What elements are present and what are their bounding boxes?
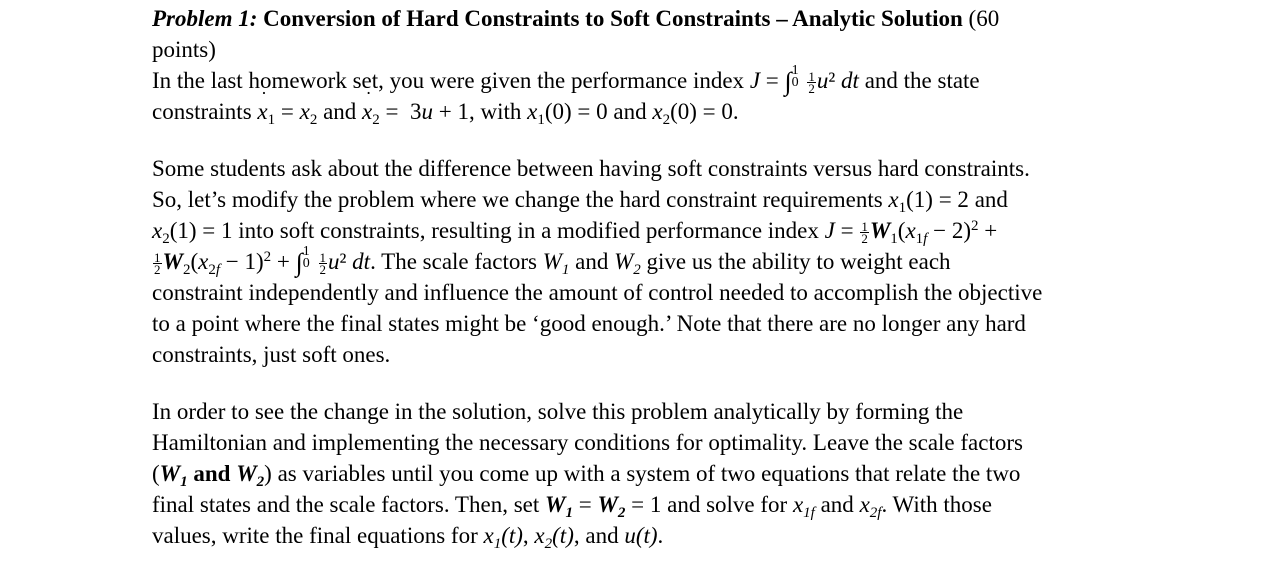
instructions-text: ) as variables until you come up with a system of two equations that relate the two [264,461,1021,486]
scale-factor-assignment: $W_1$ [545,492,573,521]
state-constraint-2: ˙ $x_2 = 3u + 1$ [362,99,469,124]
problem-label: Problem 1: [152,6,258,31]
instructions-text: . With those [881,492,992,517]
scale-factor-w1-bold: $W_1$ [159,461,188,490]
state-x1-of-t: $x_1(t)$ [483,523,523,552]
initial-condition-2: $x_2(0) = 0$ [652,99,733,128]
instructions-paragraph: In order to see the change in the solution, solve this problem analytically by forming the Hamiltonian and implementing the necessary conditions for optimality. Leave the scale factors ($W_1$ and $W_2$) as variables until you come up with a system of two equations that relate the two final states and the scale factors. Then, set $W_1 = W_2 = 1$ and solve for $x_{1f}$ and $x_{2f}$. With those values, write the final equations for $x_1(t)$, $x_2(t)$, and u(t). [152,396,1152,551]
soft-text: give us the ability to weight each [640,249,951,274]
state-x2-of-t: $x_2(t)$ [534,523,574,552]
instructions-text: , and [573,523,625,548]
instructions-text: values, write the final equations for [152,523,484,548]
problem-points-a: (60 [968,6,1000,31]
soft-text: and [569,249,615,274]
soft-text: and [968,187,1008,212]
instructions-text: . [657,523,664,548]
soft-text: constraint independently and influence the amount of control needed to accomplish the objective [152,280,1043,305]
hard-constraint-2: $x_2(1) = 1$ [152,218,233,247]
problem-heading: Conversion of Hard Constraints to Soft Constraints – Analytic Solution [263,6,963,31]
hard-constraint-1: $x_1(1) = 2$ [888,187,969,216]
instructions-text: and [814,492,860,517]
intro-text: and [317,99,363,124]
soft-text: Some students ask about the difference between having soft constraints versus hard constraints. [152,156,1030,181]
scale-factor-w2-bold: $W_2$ [236,461,265,490]
initial-condition-1: $x_1(0) = 0$ [527,99,608,128]
final-state-x1f: $x_{1f}$ [792,492,815,521]
soft-text: . The scale factors [370,249,543,274]
intro-text: and [607,99,653,124]
instructions-text: and solve for [661,492,793,517]
scale-factor-w1: $W_1$ [542,249,570,278]
scale-factor-w2: $W_2$ [614,249,641,278]
modified-index-part1: J = $\frac{1}{2}$ $W_1(x_{1f} - 2)^2$ + [824,218,998,247]
instructions-text: Hamiltonian and implementing the necessary conditions for optimality. Leave the scale factors [152,430,1023,455]
soft-text: to a point where the final states might be ‘good enough.’ Note that there are no longer any hard [152,311,1026,336]
problem-document [152,0,1152,551]
intro-text: In the last homework set, you were given the performance index [152,68,750,93]
soft-text: So, let’s modify the problem where we change the hard constraint requirements [152,187,889,212]
intro-text: constraints [152,99,258,124]
final-state-x2f: $x_{2f}$ [859,492,882,521]
intro-paragraph [152,65,1152,127]
instructions-text: In order to see the change in the solution, solve this problem analytically by forming the [152,399,964,424]
intro-text: and the state [858,68,980,93]
instructions-text: and [187,461,237,486]
soft-text: into soft constraints, resulting in a modified performance index [232,218,825,243]
soft-text: constraints, just soft ones. [152,342,391,367]
intro-text: . [732,99,739,124]
modified-index-part2: $\frac{1}{2}$ $W_2(x_{2f} - 1)^2$ + ∫ 1 0 $\frac{1}{2}$ u² dt [154,244,371,278]
intro-text: , with [468,99,528,124]
state-constraint-1: ˙ $x_1 = x_2$ [257,99,317,124]
problem-points-b: points) [152,37,216,62]
performance-index-equation: J = ∫ 1 0 $\frac{1}{2}$ u² dt [749,63,859,96]
instructions-text: ( [152,461,160,486]
control-u-of-t: u(t) [624,523,658,548]
problem-title [152,0,1152,65]
instructions-text: final states and the scale factors. Then, set [152,492,545,517]
soft-constraints-paragraph [152,153,1152,370]
instructions-text: , [522,523,535,548]
